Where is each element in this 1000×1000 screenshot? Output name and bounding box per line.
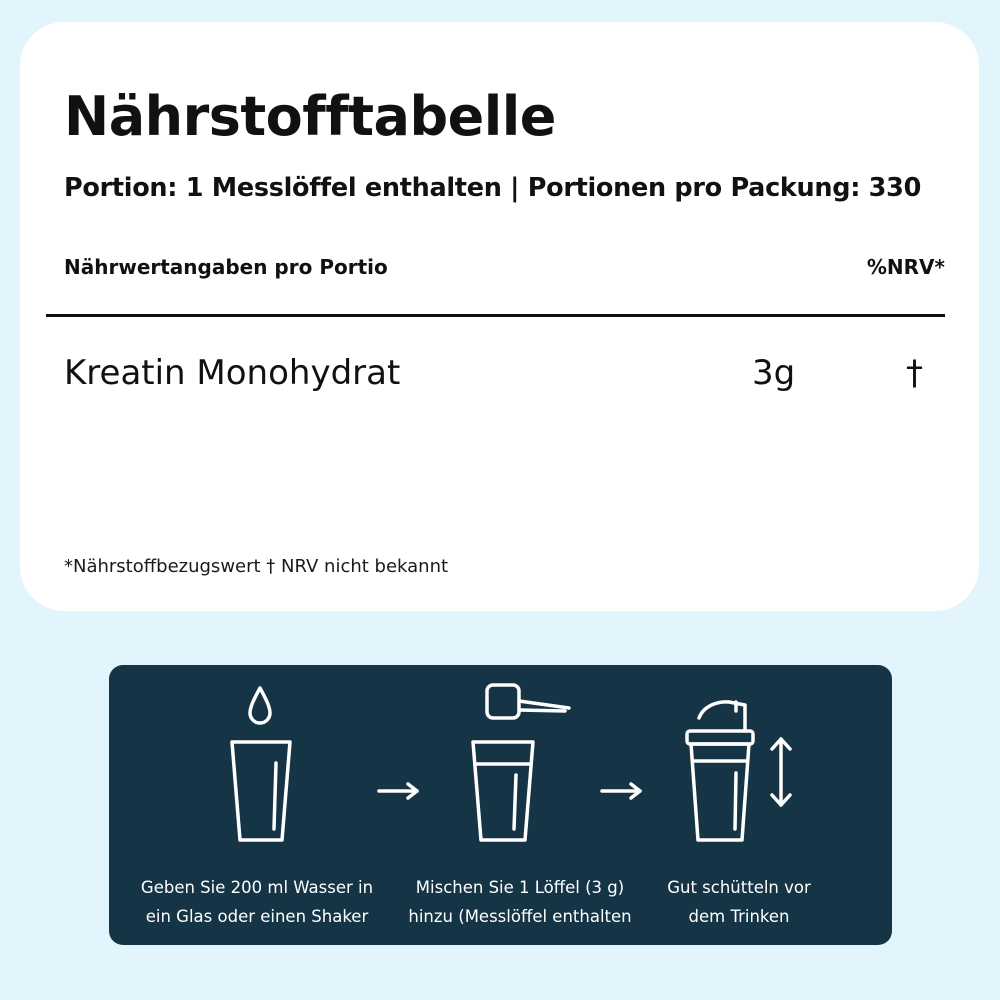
water-glass-icon (232, 688, 290, 840)
header-nrv: %NRV* (866, 255, 945, 279)
instructions-panel (109, 665, 892, 945)
shaker-icon (687, 702, 753, 840)
step-1-line-2: ein Glas oder einen Shaker (145, 907, 369, 926)
arrow-right-icon (379, 784, 417, 798)
step-3-line-2: dem Trinken (688, 907, 790, 926)
header-per-portion: Nährwertangaben pro Portio (64, 255, 388, 279)
nutrient-nrv: † (906, 353, 923, 393)
nutrition-title: Nährstofftabelle (64, 85, 556, 148)
step-2-line-1: Mischen Sie 1 Löffel (3 g) (415, 878, 625, 897)
table-header (64, 257, 945, 277)
step-3-text (604, 873, 874, 931)
step-3-line-1: Gut schütteln vor (667, 878, 811, 897)
table-divider (46, 314, 945, 317)
arrow-right-icon (602, 784, 640, 798)
up-down-arrow-icon (772, 739, 790, 805)
footnote: *Nährstoffbezugswert † NRV nicht bekannt (64, 556, 449, 577)
scoop-glass-icon (473, 685, 569, 840)
nutrient-name: Kreatin Monohydrat (64, 353, 401, 393)
nutrition-card (20, 22, 979, 611)
step-2-line-2: hinzu (Messlöffel enthalten (408, 907, 632, 926)
portion-info: Portion: 1 Messlöffel enthalten | Portionen pro Packung: 330 (64, 173, 922, 203)
nutrient-amount: 3g (752, 353, 796, 393)
table-row (64, 353, 945, 393)
step-1-text (122, 873, 392, 931)
step-1-line-1: Geben Sie 200 ml Wasser in (140, 878, 374, 897)
